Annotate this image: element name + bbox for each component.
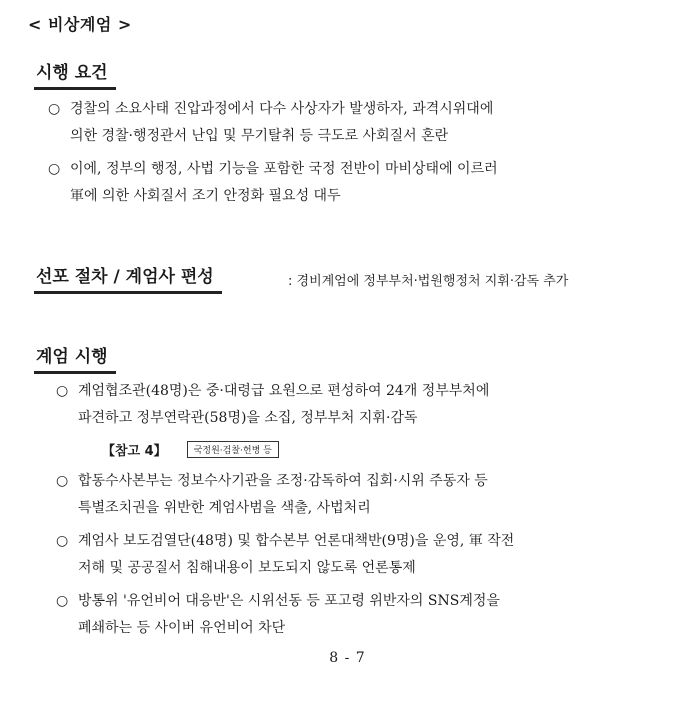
- item-text-line2: 파견하고 정부연락관(58명)을 소집, 정부부처 지휘·감독: [78, 410, 418, 426]
- bullet-circle: ○: [48, 101, 61, 117]
- item-text-line1: 계엄사 보도검열단(48명) 및 합수본부 언론대책반(9명)을 운영, 軍 작전: [78, 533, 515, 549]
- item-text-line1: 방통위 '유언비어 대응반'은 시위선동 등 포고령 위반자의 SNS계정을: [78, 593, 500, 609]
- item-text-line2: 의한 경찰·행정관서 난입 및 무기탈취 등 극도로 사회질서 혼란: [70, 128, 449, 144]
- list-item: [56, 468, 488, 522]
- reference-box: 국정원·검찰·헌병 등: [187, 441, 279, 458]
- proclamation-note: : 경비계엄에 정부부처·법원행정처 지휘·감독 추가: [288, 274, 569, 289]
- section-heading-proclamation: 선포 절차 / 계엄사 편성: [34, 262, 222, 294]
- section-heading-requirements: 시행 요건: [34, 58, 116, 90]
- reference-label: 【참고 4】: [102, 444, 167, 459]
- reference-row: [102, 440, 279, 459]
- bullet-circle: ○: [48, 161, 61, 177]
- section-heading-enforcement: 계엄 시행: [34, 342, 116, 374]
- document-title: < 비상계엄 >: [28, 15, 132, 34]
- list-item: [56, 528, 514, 582]
- page-number: 8 - 7: [329, 650, 366, 666]
- bullet-circle: ○: [56, 383, 69, 399]
- item-text-line1: 합동수사본부는 정보수사기관을 조정·감독하여 집회·시위 주동자 등: [78, 473, 488, 489]
- bullet-circle: ○: [56, 533, 69, 549]
- bullet-circle: ○: [56, 473, 69, 489]
- list-item: [56, 588, 500, 642]
- item-text-line2: 저해 및 공공질서 침해내용이 보도되지 않도록 언론통제: [78, 560, 416, 576]
- item-text-line2: 軍에 의한 사회질서 조기 안정화 필요성 대두: [70, 188, 341, 204]
- item-text-line1: 경찰의 소요사태 진압과정에서 다수 사상자가 발생하자, 과격시위대에: [70, 101, 494, 117]
- list-item: [56, 378, 489, 432]
- item-text-line2: 특별조치권을 위반한 계엄사범을 색출, 사법처리: [78, 500, 371, 516]
- item-text-line2: 폐쇄하는 등 사이버 유언비어 차단: [78, 620, 286, 636]
- list-item: [48, 96, 493, 150]
- list-item: [48, 156, 498, 210]
- item-text-line1: 이에, 정부의 행정, 사법 기능을 포함한 국정 전반이 마비상태에 이르러: [70, 161, 498, 177]
- item-text-line1: 계엄협조관(48명)은 중·대령급 요원으로 편성하여 24개 정부부처에: [78, 383, 490, 399]
- bullet-circle: ○: [56, 593, 69, 609]
